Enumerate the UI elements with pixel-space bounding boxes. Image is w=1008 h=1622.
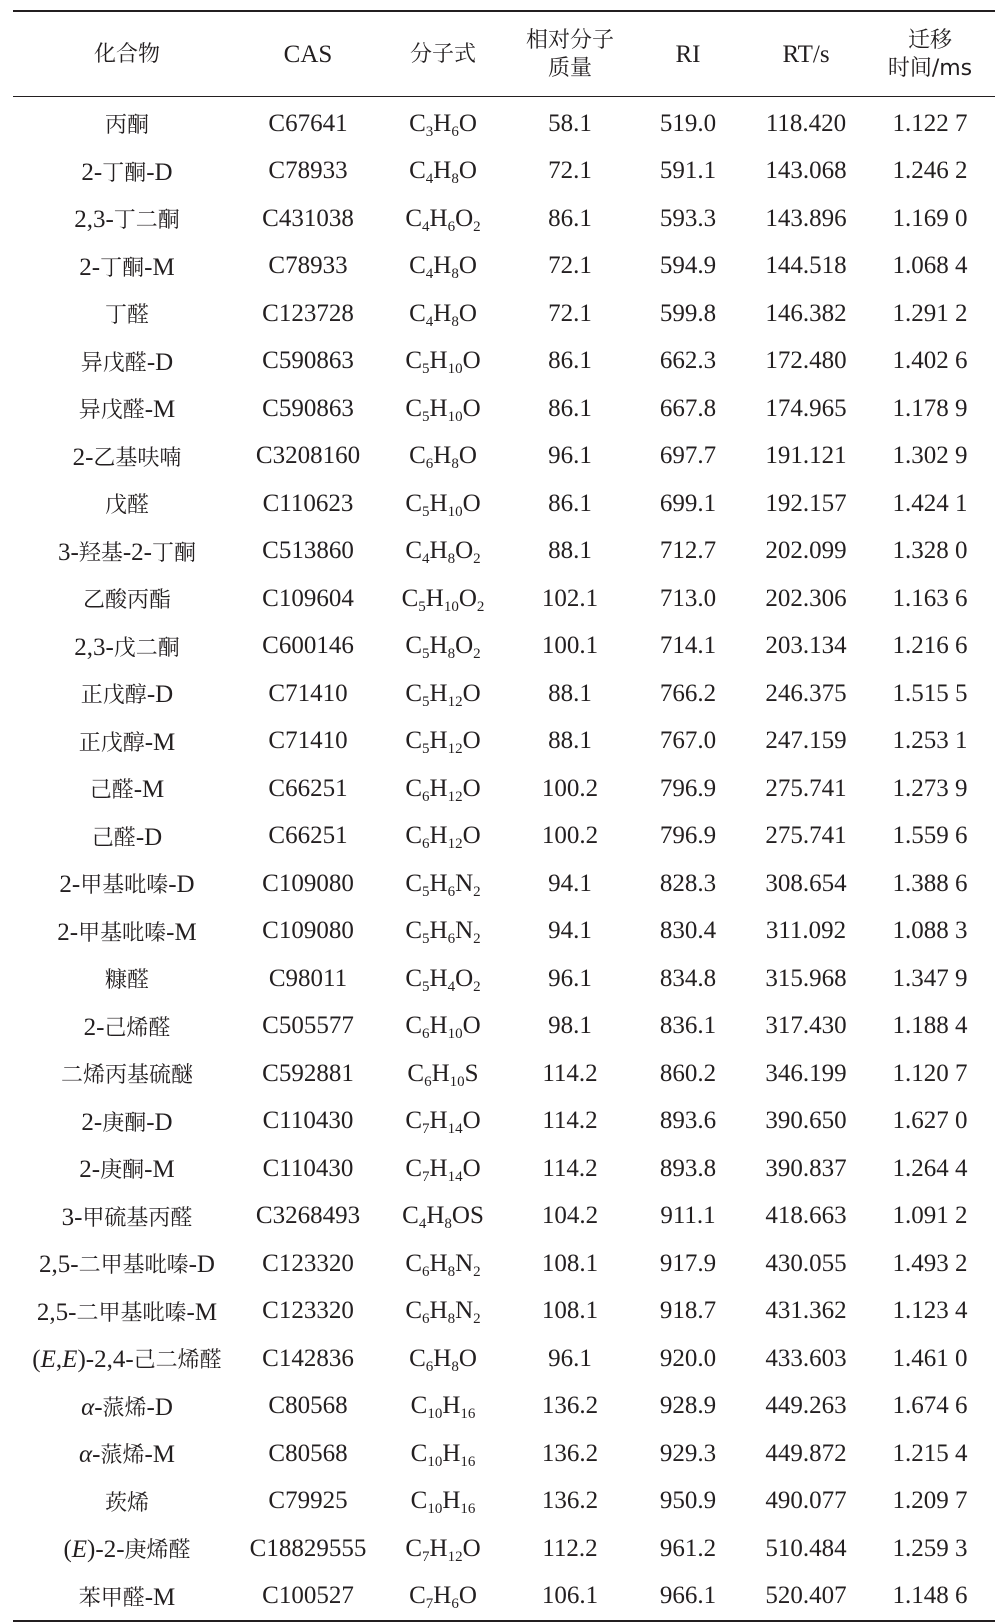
cell-mass: 58.1 [548, 109, 592, 137]
cell-formula: $C_6H_8N_2$ [405, 1297, 481, 1328]
cell-drift: 1.424 1 [892, 489, 968, 517]
cell-rt: 203.134 [765, 632, 847, 660]
cell-rt: 510.484 [765, 1534, 847, 1562]
table-row [13, 1288, 995, 1336]
cell-formula: $C_5H_8O_2$ [405, 632, 481, 663]
header-compound: 化合物 [93, 42, 160, 67]
cell-compound: (E)-2-庚烯醛 [63, 1536, 191, 1564]
cell-ri: 961.2 [659, 1534, 717, 1562]
cell-rt: 146.382 [765, 299, 847, 327]
cell-compound: 苯甲醛-M [78, 1583, 176, 1611]
cell-rt: 390.837 [765, 1154, 847, 1182]
cell-ri: 766.2 [659, 679, 717, 707]
cell-ri: 599.8 [659, 299, 717, 327]
cell-cas: C431038 [262, 204, 354, 232]
table-row [13, 623, 995, 671]
cell-rt: 174.965 [765, 394, 847, 422]
cell-cas: C513860 [262, 537, 354, 565]
table-row [13, 195, 995, 243]
cell-ri: 519.0 [659, 109, 717, 137]
cell-formula: $C_7H_6O$ [409, 1582, 477, 1613]
cell-compound: 2-庚酮-D [81, 1108, 173, 1136]
cell-rt: 143.068 [765, 157, 847, 185]
cell-rt: 520.407 [765, 1582, 847, 1610]
cell-ri: 836.1 [659, 1012, 717, 1040]
table-row [13, 670, 995, 718]
cell-formula: $C_5H_{12}O$ [405, 727, 481, 758]
cell-ri: 697.7 [659, 442, 717, 470]
cell-mass: 96.1 [548, 964, 592, 992]
table-row [13, 243, 995, 291]
table-row [13, 1050, 995, 1098]
cell-cas: C123728 [262, 299, 354, 327]
table-row [13, 1525, 995, 1573]
cell-mass: 108.1 [541, 1297, 599, 1325]
cell-cas: C590863 [262, 394, 354, 422]
cell-cas: C110430 [262, 1154, 354, 1182]
table-row [13, 1240, 995, 1288]
cell-drift: 1.627 0 [892, 1107, 968, 1135]
cell-mass: 94.1 [548, 917, 592, 945]
cell-rt: 144.518 [765, 252, 847, 280]
table-row [13, 718, 995, 766]
cell-drift: 1.209 7 [892, 1487, 968, 1515]
cell-mass: 86.1 [548, 394, 592, 422]
cell-compound: 3-甲硫基丙醛 [61, 1203, 193, 1231]
cell-formula: $C_7H_{14}O$ [405, 1154, 481, 1185]
cell-compound: 正戊醇-D [80, 681, 174, 709]
cell-compound: 丙酮 [104, 113, 149, 139]
cell-drift: 1.388 6 [892, 869, 968, 897]
cell-cas: C78933 [268, 157, 348, 185]
cell-cas: C109080 [262, 917, 354, 945]
cell-compound: 2,3-戊二酮 [74, 633, 180, 661]
cell-rt: 275.741 [765, 822, 847, 850]
cell-drift: 1.148 6 [892, 1582, 968, 1610]
cell-rt: 172.480 [765, 347, 847, 375]
cell-cas: C80568 [268, 1392, 348, 1420]
table-row [13, 1430, 995, 1478]
compound-table-wrapper [13, 10, 995, 1622]
cell-cas: C142836 [262, 1344, 354, 1372]
cell-drift: 1.216 6 [892, 632, 968, 660]
cell-drift: 1.559 6 [892, 822, 968, 850]
cell-mass: 88.1 [548, 537, 592, 565]
cell-ri: 713.0 [659, 584, 717, 612]
cell-rt: 275.741 [765, 774, 847, 802]
cell-formula: $C_5H_{10}O$ [405, 347, 481, 378]
cell-cas: C109080 [262, 869, 354, 897]
cell-formula: $C_5H_6N_2$ [405, 917, 481, 948]
cell-ri: 860.2 [659, 1059, 717, 1087]
cell-compound: (E,E)-2,4-己二烯醛 [32, 1346, 222, 1374]
table-body [13, 96, 995, 1620]
cell-mass: 86.1 [548, 204, 592, 232]
cell-mass: 88.1 [548, 679, 592, 707]
cell-drift: 1.328 0 [892, 537, 968, 565]
cell-ri: 918.7 [659, 1297, 717, 1325]
cell-mass: 94.1 [548, 869, 592, 897]
table-row [13, 1003, 995, 1051]
cell-formula: $C_6H_{12}O$ [405, 822, 481, 853]
cell-cas: C110623 [262, 489, 354, 517]
cell-mass: 96.1 [548, 442, 592, 470]
header-cas: CAS [283, 40, 333, 68]
cell-drift: 1.264 4 [892, 1154, 968, 1182]
cell-ri: 699.1 [659, 489, 717, 517]
cell-formula: $C_4H_8O$ [409, 157, 477, 188]
cell-cas: C505577 [262, 1012, 354, 1040]
table-row [13, 1193, 995, 1241]
cell-cas: C592881 [262, 1059, 354, 1087]
cell-cas: C79925 [268, 1487, 348, 1515]
cell-ri: 712.7 [659, 537, 717, 565]
cell-ri: 917.9 [659, 1249, 717, 1277]
cell-ri: 796.9 [659, 822, 717, 850]
cell-formula: $C_4H_8O$ [409, 299, 477, 330]
cell-rt: 247.159 [765, 727, 847, 755]
header-drift-line1: 迁移 [907, 28, 952, 53]
cell-formula: $C_5H_{10}O$ [405, 489, 481, 520]
cell-formula: $C_{10}H_{16}$ [410, 1392, 476, 1423]
cell-ri: 667.8 [659, 394, 717, 422]
cell-ri: 893.8 [659, 1154, 717, 1182]
cell-formula: $C_6H_{12}O$ [405, 774, 481, 805]
header-row [13, 12, 995, 96]
cell-cas: C100527 [262, 1582, 354, 1610]
cell-ri: 714.1 [659, 632, 717, 660]
cell-formula: $C_4H_6O_2$ [405, 204, 481, 235]
cell-drift: 1.347 9 [892, 964, 968, 992]
header-mass-line2: 质量 [547, 56, 592, 81]
cell-ri: 593.3 [659, 204, 717, 232]
table-row [13, 385, 995, 433]
cell-compound: 2-甲基吡嗪-D [59, 871, 195, 899]
cell-drift: 1.123 4 [892, 1297, 968, 1325]
table-row [13, 813, 995, 861]
cell-rt: 449.263 [765, 1392, 847, 1420]
cell-cas: C67641 [268, 109, 348, 137]
cell-drift: 1.302 9 [892, 442, 968, 470]
cell-mass: 100.2 [541, 822, 599, 850]
cell-cas: C18829555 [249, 1534, 367, 1562]
header-rule [13, 96, 995, 97]
cell-compound: 2,3-丁二酮 [74, 206, 180, 234]
cell-formula: $C_5H_{10}O_2$ [401, 584, 485, 615]
cell-mass: 96.1 [548, 1344, 592, 1372]
cell-formula: $C_4H_8OS$ [402, 1202, 484, 1233]
cell-rt: 191.121 [765, 442, 847, 470]
cell-drift: 1.515 5 [892, 679, 968, 707]
cell-drift: 1.178 9 [892, 394, 968, 422]
cell-formula: $C_4H_8O$ [409, 252, 477, 283]
table-row [13, 955, 995, 1003]
cell-rt: 311.092 [765, 917, 847, 945]
cell-cas: C78933 [268, 252, 348, 280]
header-formula: 分子式 [409, 42, 476, 67]
cell-compound: 2-乙基呋喃 [72, 443, 182, 471]
cell-drift: 1.088 3 [892, 917, 968, 945]
cell-ri: 662.3 [659, 347, 717, 375]
cell-rt: 118.420 [765, 109, 847, 137]
cell-ri: 834.8 [659, 964, 717, 992]
cell-mass: 98.1 [548, 1012, 592, 1040]
cell-compound: 2-丁酮-M [79, 253, 175, 281]
cell-rt: 449.872 [765, 1439, 847, 1467]
cell-compound: 戊醛 [104, 493, 149, 519]
cell-compound: 异戊醛-M [78, 396, 176, 424]
cell-drift: 1.068 4 [892, 252, 968, 280]
cell-rt: 490.077 [765, 1487, 847, 1515]
cell-ri: 767.0 [659, 727, 717, 755]
cell-formula: $C_6H_8O$ [409, 1344, 477, 1375]
cell-cas: C98011 [268, 964, 348, 992]
cell-compound: 2-己烯醛 [83, 1013, 171, 1041]
header-drift-line2: 时间/ms [887, 56, 973, 81]
cell-cas: C3208160 [255, 442, 361, 470]
cell-mass: 136.2 [541, 1392, 599, 1420]
cell-drift: 1.291 2 [892, 299, 968, 327]
cell-drift: 1.674 6 [892, 1392, 968, 1420]
table-row [13, 1098, 995, 1146]
header-molecular-mass [511, 12, 629, 96]
cell-compound: α-蒎烯-D [81, 1393, 173, 1421]
cell-ri: 796.9 [659, 774, 717, 802]
cell-cas: C71410 [268, 727, 348, 755]
cell-ri: 911.1 [660, 1202, 716, 1230]
cell-compound: 2,5-二甲基吡嗪-M [36, 1298, 218, 1326]
cell-cas: C123320 [262, 1297, 354, 1325]
table-row [13, 1383, 995, 1431]
cell-formula: $C_6H_8N_2$ [405, 1249, 481, 1280]
cell-drift: 1.120 7 [892, 1059, 968, 1087]
compound-table [13, 12, 995, 1620]
table-row [13, 480, 995, 528]
header-drift-time [865, 12, 995, 96]
cell-rt: 433.603 [765, 1344, 847, 1372]
cell-rt: 430.055 [765, 1249, 847, 1277]
cell-drift: 1.461 0 [892, 1344, 968, 1372]
cell-formula: $C_7H_{14}O$ [405, 1107, 481, 1138]
cell-formula: $C_5H_6N_2$ [405, 869, 481, 900]
cell-formula: $C_6H_{10}S$ [407, 1059, 479, 1090]
cell-cas: C590863 [262, 347, 354, 375]
cell-mass: 114.2 [542, 1059, 598, 1087]
header-rt: RT/s [782, 40, 830, 68]
cell-mass: 72.1 [548, 252, 592, 280]
cell-cas: C110430 [262, 1107, 354, 1135]
cell-mass: 88.1 [548, 727, 592, 755]
cell-mass: 86.1 [548, 347, 592, 375]
cell-drift: 1.402 6 [892, 347, 968, 375]
table-row [13, 908, 995, 956]
cell-drift: 1.259 3 [892, 1534, 968, 1562]
cell-compound: 2-甲基吡嗪-M [57, 918, 197, 946]
cell-cas: C123320 [262, 1249, 354, 1277]
cell-drift: 1.253 1 [892, 727, 968, 755]
cell-compound: 3-羟基-2-丁酮 [57, 538, 196, 566]
cell-mass: 112.2 [542, 1534, 598, 1562]
cell-mass: 136.2 [541, 1487, 599, 1515]
cell-rt: 246.375 [765, 679, 847, 707]
cell-ri: 966.1 [659, 1582, 717, 1610]
cell-ri: 950.9 [659, 1487, 717, 1515]
table-row [13, 575, 995, 623]
cell-compound: 己醛-M [89, 776, 165, 804]
cell-compound: 乙酸丙酯 [82, 588, 171, 614]
cell-mass: 72.1 [548, 299, 592, 327]
cell-mass: 114.2 [542, 1107, 598, 1135]
cell-formula: $C_6H_8O$ [409, 442, 477, 473]
table-row [13, 338, 995, 386]
cell-mass: 86.1 [548, 489, 592, 517]
cell-formula: $C_5H_4O_2$ [405, 964, 481, 995]
cell-formula: $C_{10}H_{16}$ [410, 1439, 476, 1470]
cell-cas: C66251 [268, 822, 348, 850]
cell-compound: α-蒎烯-M [78, 1441, 176, 1469]
cell-ri: 893.6 [659, 1107, 717, 1135]
cell-rt: 418.663 [765, 1202, 847, 1230]
cell-drift: 1.169 0 [892, 204, 968, 232]
cell-compound: 2,5-二甲基吡嗪-D [39, 1251, 215, 1279]
table-row [13, 765, 995, 813]
table-row [13, 148, 995, 196]
cell-formula: $C_7H_{12}O$ [405, 1534, 481, 1565]
cell-drift: 1.273 9 [892, 774, 968, 802]
cell-compound: 二烯丙基硫醚 [60, 1063, 193, 1089]
cell-cas: C3268493 [255, 1202, 361, 1230]
cell-mass: 104.2 [541, 1202, 599, 1230]
table-row [13, 1335, 995, 1383]
cell-compound: 2-丁酮-D [81, 158, 173, 186]
cell-compound: 己醛-D [91, 823, 163, 851]
cell-rt: 390.650 [765, 1107, 847, 1135]
cell-rt: 202.099 [765, 537, 847, 565]
cell-mass: 114.2 [542, 1154, 598, 1182]
table-row [13, 860, 995, 908]
cell-rt: 143.896 [765, 204, 847, 232]
cell-compound: 2-庚酮-M [79, 1156, 175, 1184]
cell-drift: 1.215 4 [892, 1439, 968, 1467]
cell-formula: $C_3H_6O$ [409, 109, 477, 140]
cell-ri: 928.9 [659, 1392, 717, 1420]
cell-ri: 594.9 [659, 252, 717, 280]
cell-formula: $C_{10}H_{16}$ [410, 1487, 476, 1518]
cell-ri: 591.1 [659, 157, 717, 185]
cell-cas: C71410 [268, 679, 348, 707]
cell-mass: 102.1 [541, 584, 599, 612]
table-row [13, 290, 995, 338]
cell-rt: 315.968 [765, 964, 847, 992]
cell-ri: 830.4 [659, 917, 717, 945]
cell-compound: 异戊醛-D [80, 348, 174, 376]
table-row [13, 96, 995, 148]
cell-ri: 828.3 [659, 869, 717, 897]
cell-mass: 106.1 [541, 1582, 599, 1610]
table-header [13, 12, 995, 96]
cell-mass: 72.1 [548, 157, 592, 185]
cell-rt: 308.654 [765, 869, 847, 897]
cell-formula: $C_5H_{12}O$ [405, 679, 481, 710]
cell-cas: C66251 [268, 774, 348, 802]
cell-formula: $C_5H_{10}O$ [405, 394, 481, 425]
cell-drift: 1.188 4 [892, 1012, 968, 1040]
cell-formula: $C_4H_8O_2$ [405, 537, 481, 568]
cell-drift: 1.122 7 [892, 109, 968, 137]
cell-rt: 192.157 [765, 489, 847, 517]
cell-ri: 929.3 [659, 1439, 717, 1467]
header-mass-line1: 相对分子 [525, 28, 614, 53]
cell-formula: $C_6H_{10}O$ [405, 1012, 481, 1043]
cell-mass: 100.2 [541, 774, 599, 802]
cell-cas: C109604 [262, 584, 354, 612]
cell-ri: 920.0 [659, 1344, 717, 1372]
table-row [13, 433, 995, 481]
cell-compound: 糠醛 [104, 968, 149, 994]
cell-mass: 136.2 [541, 1439, 599, 1467]
table-row [13, 1478, 995, 1526]
cell-compound: 莰烯 [104, 1490, 149, 1516]
table-row [13, 528, 995, 576]
cell-drift: 1.493 2 [892, 1249, 968, 1277]
cell-mass: 108.1 [541, 1249, 599, 1277]
cell-cas: C80568 [268, 1439, 348, 1467]
cell-rt: 317.430 [765, 1012, 847, 1040]
cell-drift: 1.246 2 [892, 157, 968, 185]
cell-drift: 1.163 6 [892, 584, 968, 612]
cell-mass: 100.1 [541, 632, 599, 660]
header-ri: RI [675, 40, 701, 68]
cell-rt: 431.362 [765, 1297, 847, 1325]
cell-rt: 346.199 [765, 1059, 847, 1087]
cell-compound: 丁醛 [104, 303, 149, 329]
cell-compound: 正戊醇-M [78, 728, 176, 756]
cell-rt: 202.306 [765, 584, 847, 612]
table-row [13, 1573, 995, 1621]
cell-cas: C600146 [262, 632, 354, 660]
cell-drift: 1.091 2 [892, 1202, 968, 1230]
table-row [13, 1145, 995, 1193]
